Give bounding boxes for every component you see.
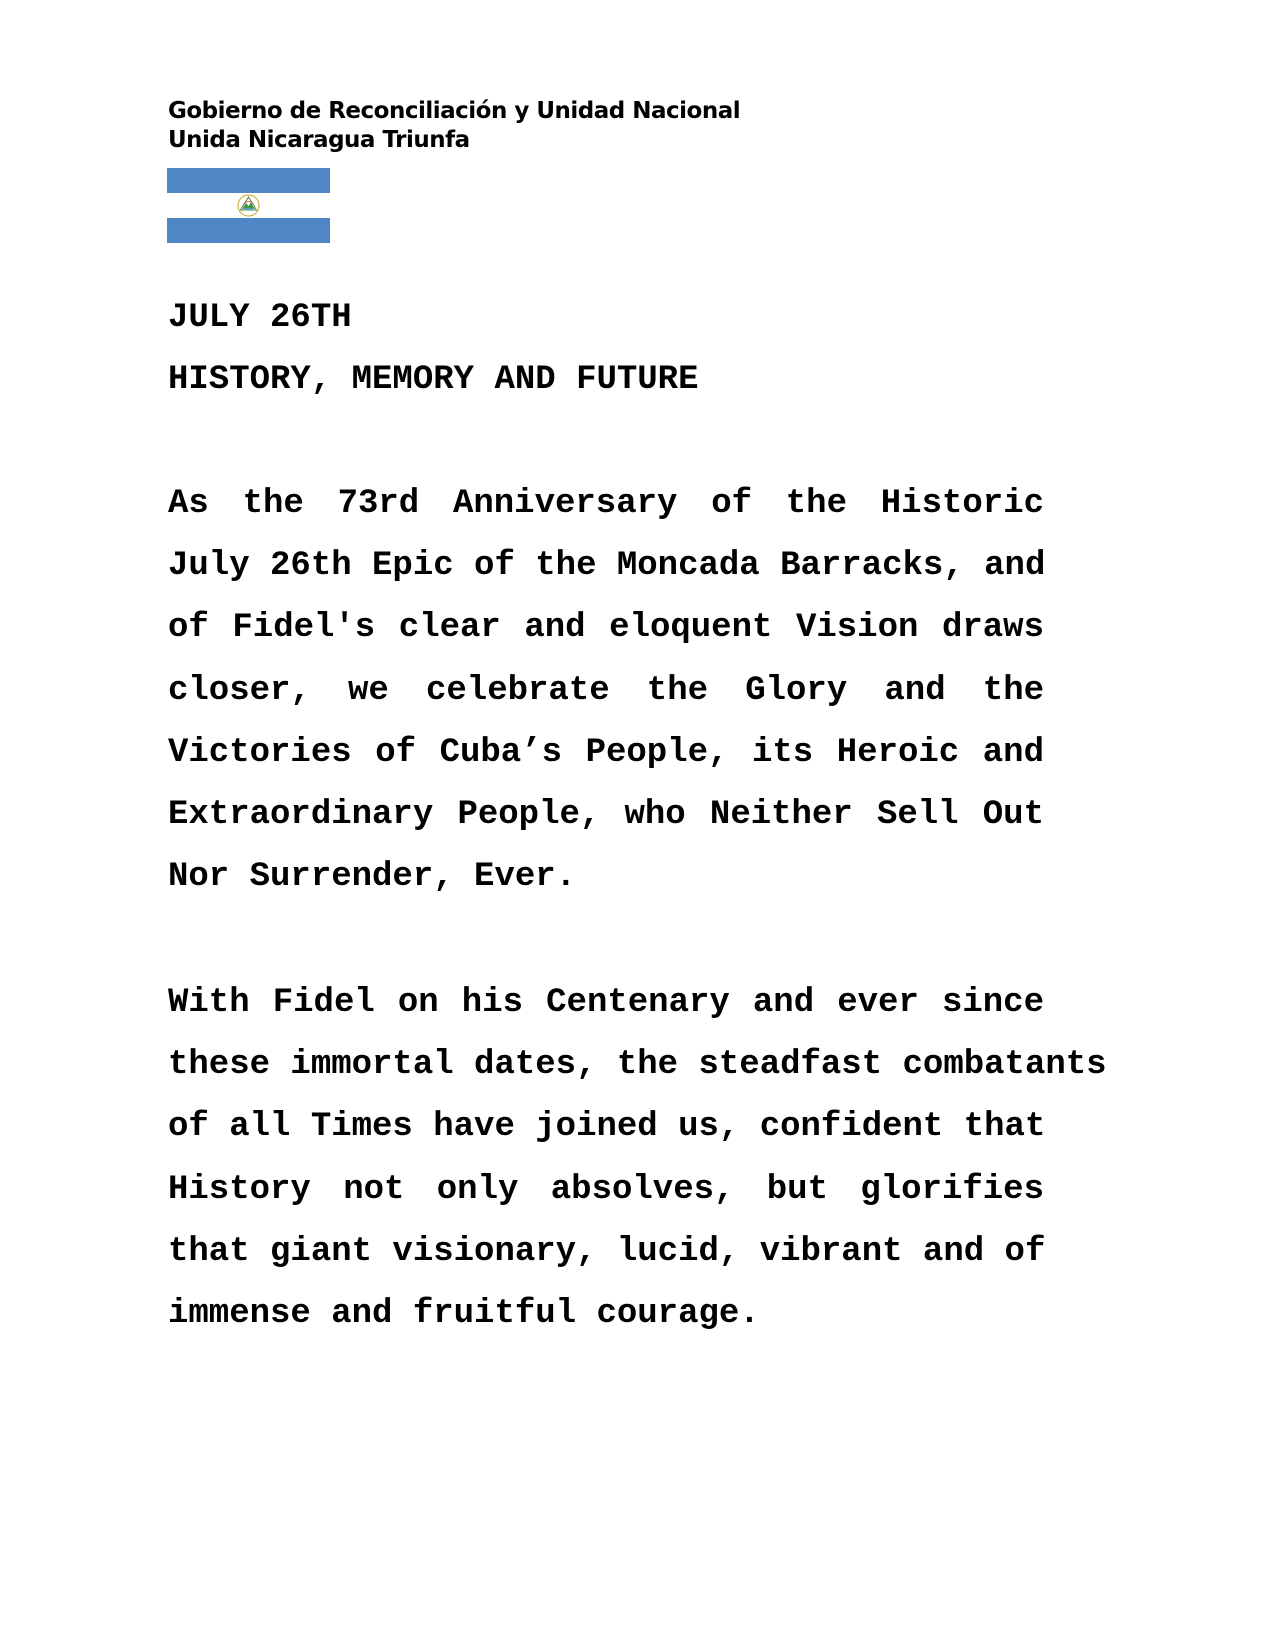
- paragraph-1: [168, 484, 1044, 919]
- coat-of-arms-icon: [238, 195, 259, 216]
- government-name: Gobierno de Reconciliación y Unidad Nacional: [168, 98, 741, 124]
- paragraph-line: As the 73rd Anniversary of the Historic: [168, 485, 1044, 523]
- paragraph-line: of Fidel's clear and eloquent Vision draws: [168, 609, 1044, 648]
- paragraph-line: that giant visionary, lucid, vibrant and of: [168, 1232, 1046, 1271]
- paragraph-line: closer, we celebrate the Glory and the: [168, 671, 1044, 710]
- nicaragua-flag-icon: [167, 168, 330, 243]
- paragraph-line: With Fidel on his Centenary and ever since: [168, 984, 1044, 1022]
- paragraph-line: History not only absolves, but glorifies: [168, 1170, 1044, 1209]
- paragraph-2: [168, 983, 1107, 1356]
- document-title-subtitle: HISTORY, MEMORY AND FUTURE: [168, 361, 699, 399]
- paragraph-line: Nor Surrender, Ever.: [168, 858, 577, 897]
- paragraph-line: these immortal dates, the steadfast combatants: [168, 1046, 1107, 1085]
- paragraph-line: of all Times have joined us, confident that: [168, 1108, 1046, 1147]
- document-title-date: JULY 26TH: [168, 299, 352, 337]
- paragraph-line: July 26th Epic of the Moncada Barracks, and: [168, 547, 1046, 586]
- government-slogan: Unida Nicaragua Triunfa: [168, 127, 470, 153]
- paragraph-line: Victories of Cuba’s People, its Heroic and: [168, 733, 1044, 772]
- government-header: [168, 97, 740, 155]
- paragraph-line: Extraordinary People, who Neither Sell Out: [168, 795, 1044, 834]
- paragraph-line: immense and fruitful courage.: [168, 1294, 760, 1333]
